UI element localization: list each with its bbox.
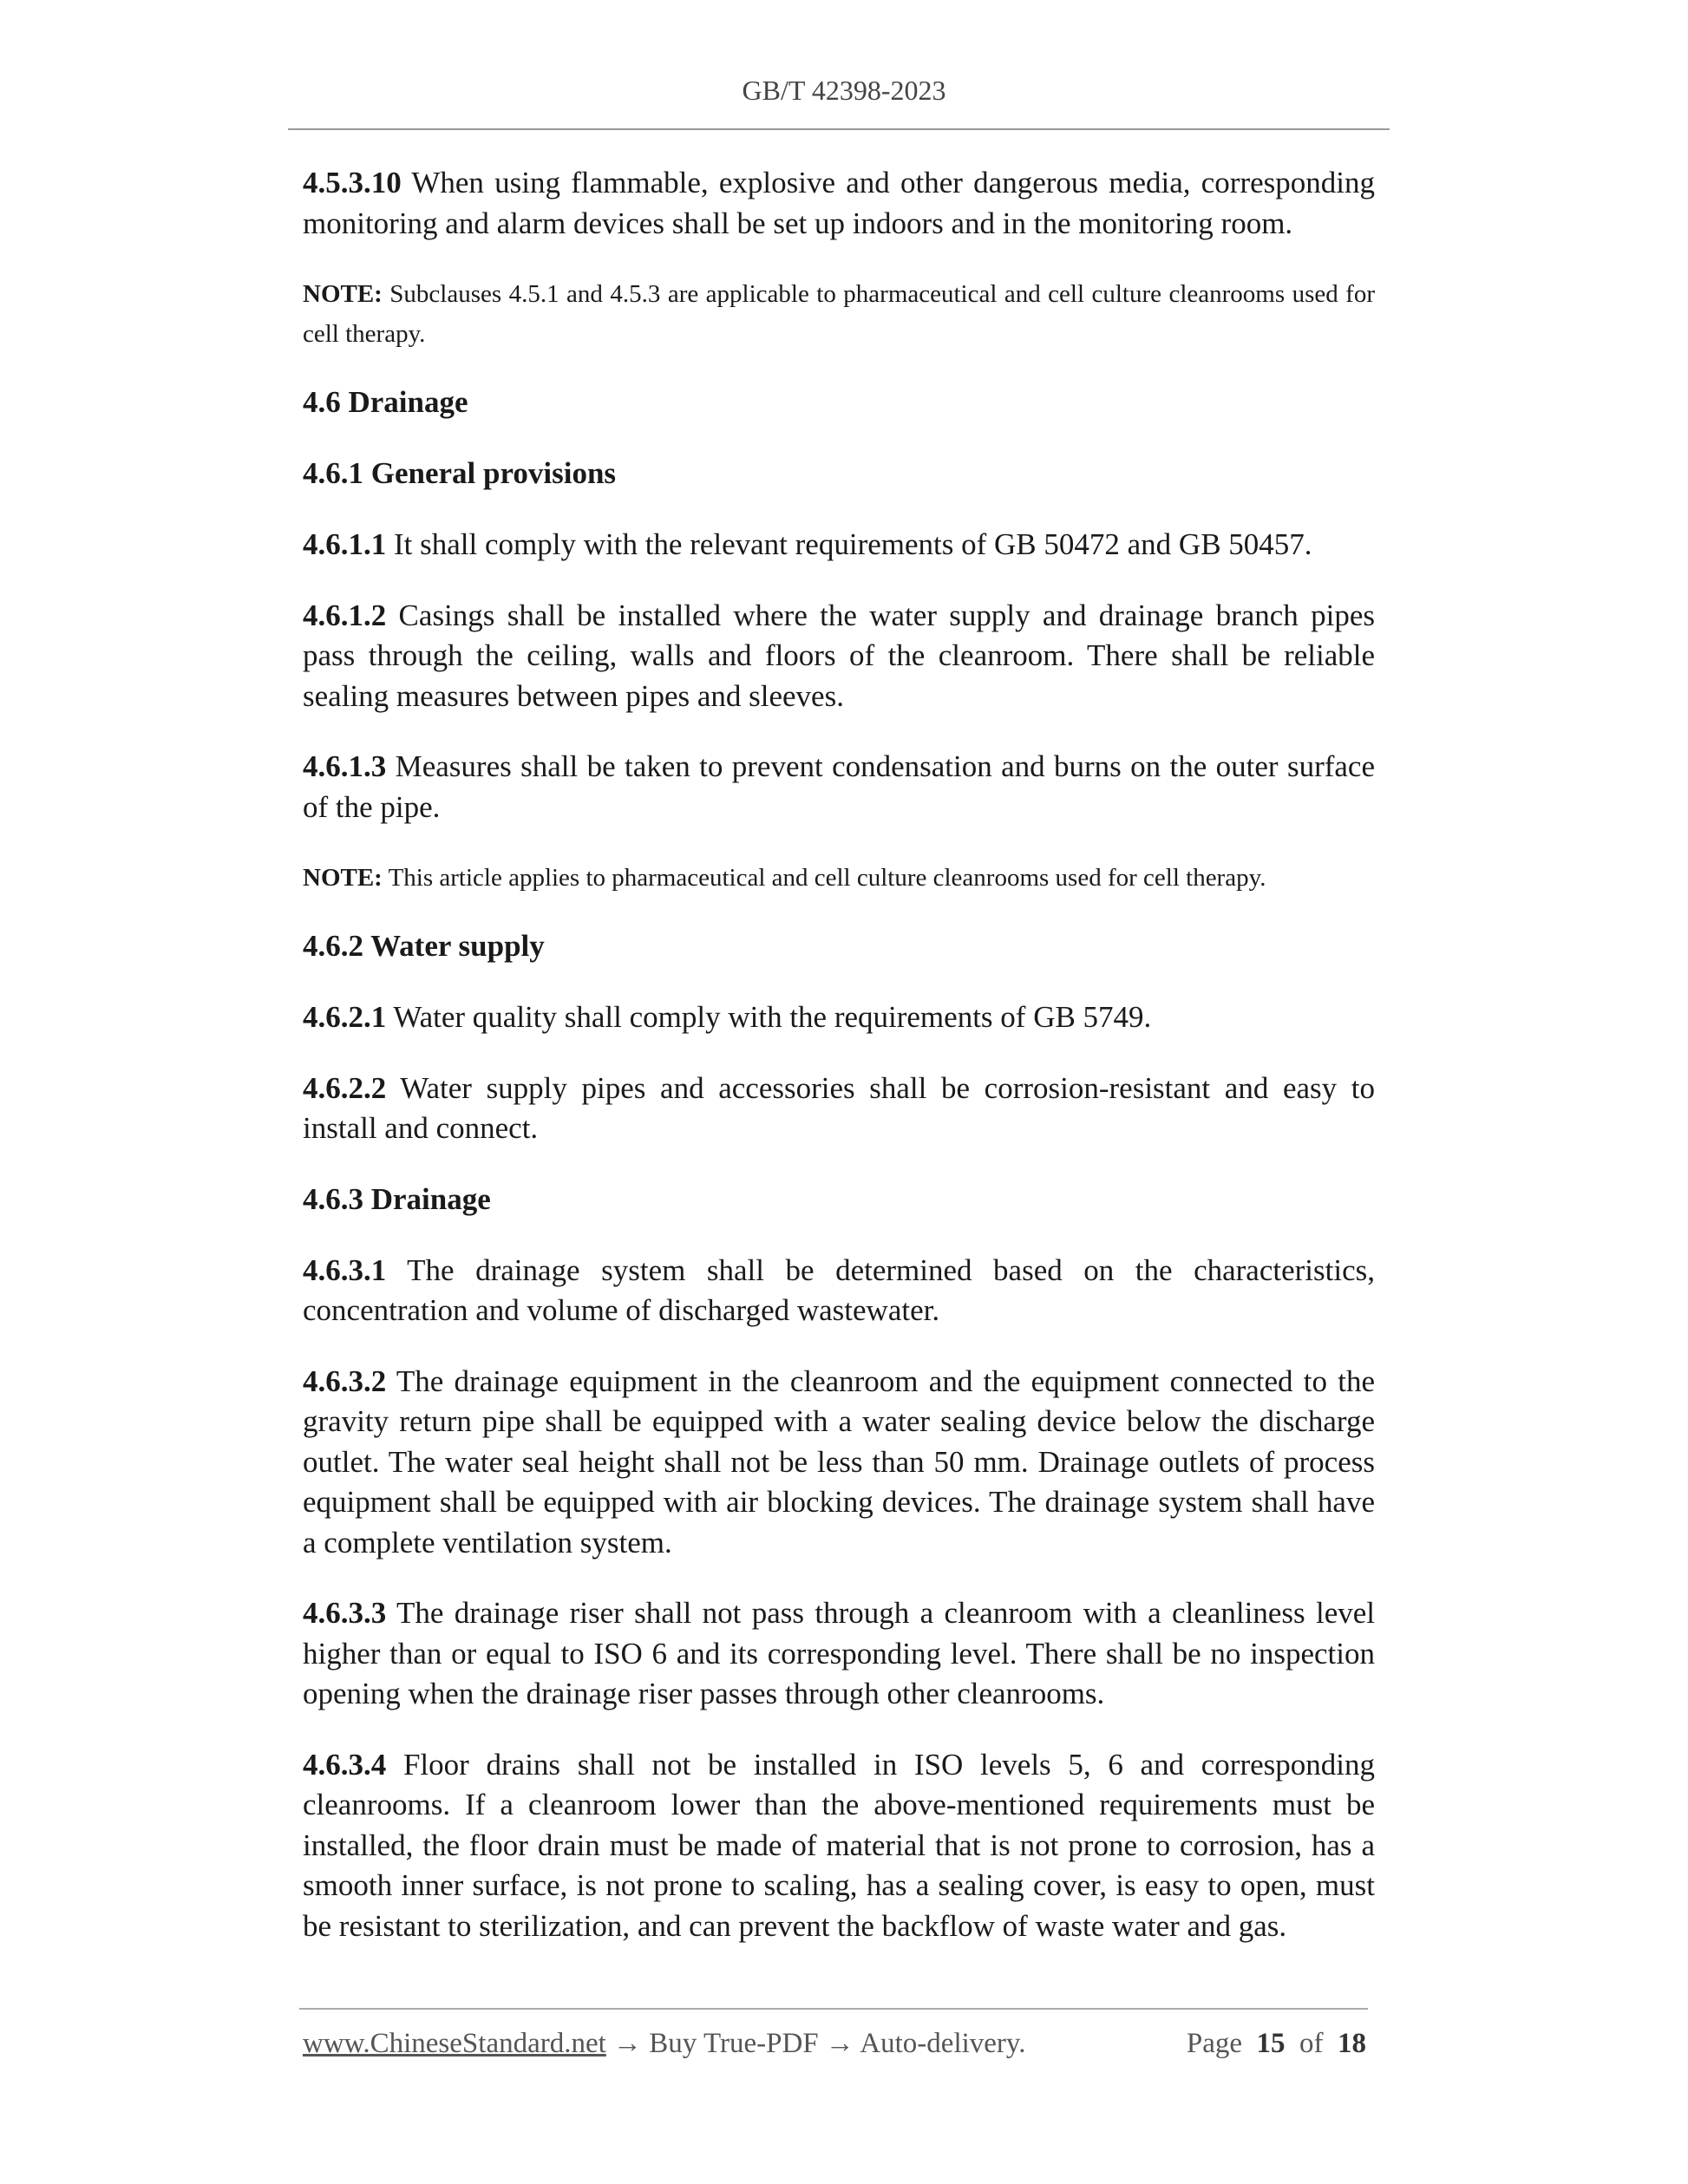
clause-number: 4.5.3.10	[303, 166, 402, 199]
clause-4-6-2-2	[303, 1069, 1375, 1149]
clause-4-6-3-4	[303, 1745, 1375, 1947]
header-divider	[288, 128, 1390, 130]
note-label: NOTE:	[303, 864, 383, 892]
clause-4-6-1-3	[303, 747, 1375, 827]
clause-number: 4.6.2.1	[303, 1000, 387, 1034]
clause-number: 4.6.1.1	[303, 527, 387, 561]
page-number	[1187, 2028, 1366, 2060]
clause-4-5-3-10	[303, 163, 1375, 244]
total-pages: 18	[1338, 2028, 1366, 2059]
document-header-title: GB/T 42398-2023	[742, 75, 946, 106]
clause-4-6-3-2	[303, 1362, 1375, 1564]
clause-text: Floor drains shall not be installed in ISO levels 5, 6 and corresponding cleanrooms. If a cleanroom lower than the above-mentioned requirements must be installed, the floor drain must be made of material that is not prone to corrosion, has a smooth inner surface, is not prone to scaling, has a sealing cover, is easy to open, must be resistant to sterilization, and can prevent the backflow of waste water and gas.	[303, 1747, 1375, 1943]
section-heading-4-6: 4.6 Drainage	[303, 385, 468, 419]
clause-number: 4.6.3.4	[303, 1747, 387, 1782]
clause-text: Measures shall be taken to prevent condensation and burns on the outer surface of the pipe.	[303, 749, 1375, 824]
clause-number: 4.6.3.2	[303, 1363, 387, 1398]
note-text: Subclauses 4.5.1 and 4.5.3 are applicable to pharmaceutical and cell culture cleanrooms used for cell therapy.	[303, 280, 1375, 348]
clause-number: 4.6.3.1	[303, 1252, 387, 1287]
document-body	[303, 163, 1375, 1977]
website-link[interactable]: www.ChineseStandard.net	[303, 2028, 606, 2059]
clause-text: Casings shall be installed where the water supply and drainage branch pipes pass through the ceiling, walls and floors of the cleanroom. There shall be reliable sealing measures between pipes and sleeves.	[303, 598, 1375, 713]
current-page: 15	[1256, 2028, 1286, 2059]
clause-4-6-1-2	[303, 596, 1375, 717]
section-heading-4-6-1: 4.6.1 General provisions	[303, 456, 617, 490]
page-word: Page	[1186, 2028, 1242, 2059]
clause-text: When using flammable, explosive and other dangerous media, corresponding monitoring and alarm devices shall be set up indoors and in the monitoring room.	[303, 166, 1375, 240]
footer-promo-text: → Buy True-PDF → Auto-delivery.	[605, 2028, 1026, 2059]
of-word: of	[1299, 2028, 1324, 2059]
section-heading-4-6-3: 4.6.3 Drainage	[303, 1181, 491, 1216]
footer-divider	[299, 2008, 1368, 2010]
clause-number: 4.6.3.3	[303, 1596, 387, 1630]
clause-text: Water quality shall comply with the requirements of GB 5749.	[386, 1000, 1152, 1034]
clause-text: The drainage system shall be determined based on the characteristics, concentration and volume of discharged wastewater.	[303, 1252, 1375, 1327]
clause-number: 4.6.1.2	[303, 598, 387, 632]
footer-promo	[303, 2028, 1026, 2060]
clause-text: The drainage equipment in the cleanroom and the equipment connected to the gravity return pipe shall be equipped with a water sealing device below the discharge outlet. The water seal height shall not be less than 50 mm. Drainage outlets of process equipment shall be equipped with air blocking devices. The drainage system shall have a complete ventilation system.	[303, 1363, 1375, 1560]
clause-4-6-2-1	[303, 997, 1375, 1038]
clause-4-6-1-1	[303, 525, 1375, 566]
clause-4-6-3-1	[303, 1251, 1375, 1331]
clause-text: It shall comply with the relevant requirements of GB 50472 and GB 50457.	[386, 527, 1312, 561]
note-article	[303, 858, 1375, 898]
clause-number: 4.6.1.3	[303, 749, 387, 783]
note-label: NOTE:	[303, 280, 383, 308]
clause-number: 4.6.2.2	[303, 1070, 387, 1105]
clause-text: Water supply pipes and accessories shall be corrosion-resistant and easy to install and connect.	[303, 1070, 1375, 1145]
note-subclauses	[303, 274, 1375, 354]
clause-text: The drainage riser shall not pass through a cleanroom with a cleanliness level higher than or equal to ISO 6 and its corresponding level. There shall be no inspection opening when the drainage riser passes through other cleanrooms.	[303, 1596, 1375, 1710]
section-heading-4-6-2: 4.6.2 Water supply	[303, 929, 545, 963]
note-text: This article applies to pharmaceutical and cell culture cleanrooms used for cell therapy.	[382, 864, 1266, 892]
clause-4-6-3-3	[303, 1593, 1375, 1715]
